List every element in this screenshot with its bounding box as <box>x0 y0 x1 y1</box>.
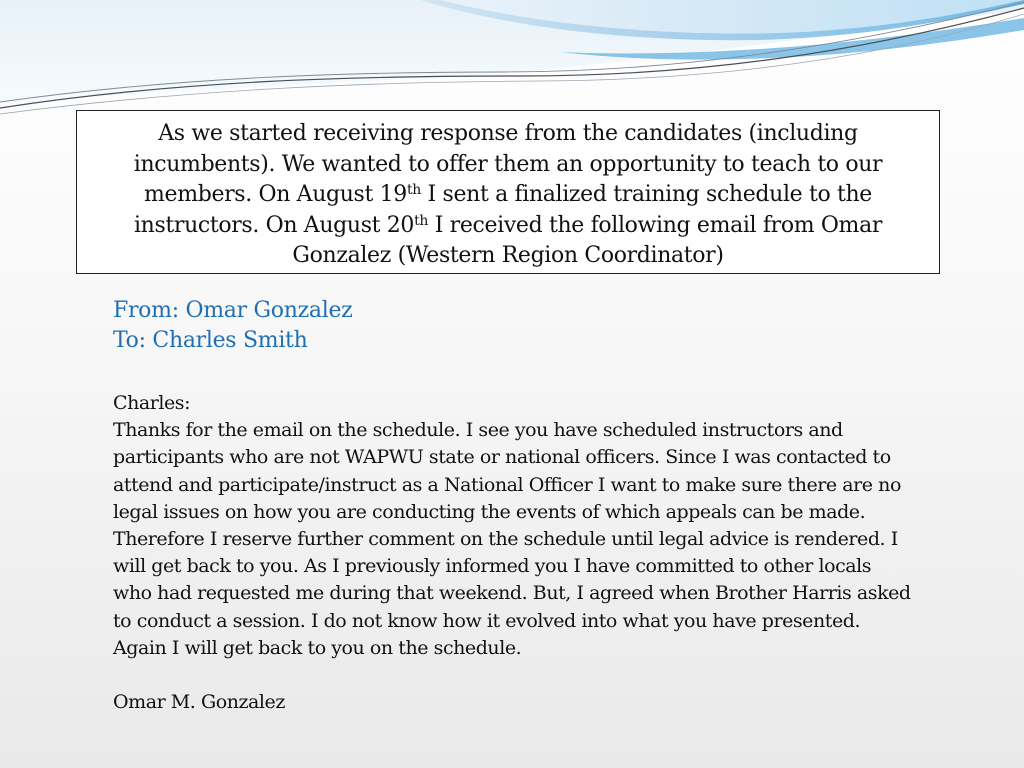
email-header <box>113 296 352 356</box>
intro-text-part-2: I sent a finalized training schedule to the instructors. On August 20 <box>133 182 872 238</box>
intro-text-part-3: I received the following email from Omar Gonzalez (Western Region Coordinator) <box>292 212 883 268</box>
intro-text-part-1: As we started receiving response from the candidates (including incumbents). We wanted to offer them an opportunity to teach to our members. On August 19 <box>133 121 883 207</box>
email-content <box>113 390 913 716</box>
email-greeting: Charles: <box>113 392 191 414</box>
header-wave-decoration <box>0 0 1024 120</box>
email-spacer <box>113 662 913 689</box>
intro-text-box <box>76 110 940 274</box>
email-from: From: Omar Gonzalez <box>113 298 353 323</box>
email-to: To: Charles Smith <box>113 328 308 353</box>
intro-superscript-2: th <box>414 212 429 229</box>
intro-superscript-1: th <box>406 182 421 198</box>
email-body-text: Thanks for the email on the schedule. I see you have scheduled instructors and participants who are not WAPWU state or national officers. Since I was contacted to attend and participate/instruct as a National Officer I want to make sure there are no legal issues on how you are conducting the events of which appeals can be made. Therefore I reserve further comment on the schedule until legal advice is rendered. I will get back to you. As I previously informed you I have committed to other locals who had requested me during that weekend. But, I agreed when Brother Harris asked to conduct a session. I do not know how it evolved into what you have presented. Again I will get back to you on the schedule. <box>113 419 911 659</box>
email-signature: Omar M. Gonzalez <box>113 691 285 714</box>
